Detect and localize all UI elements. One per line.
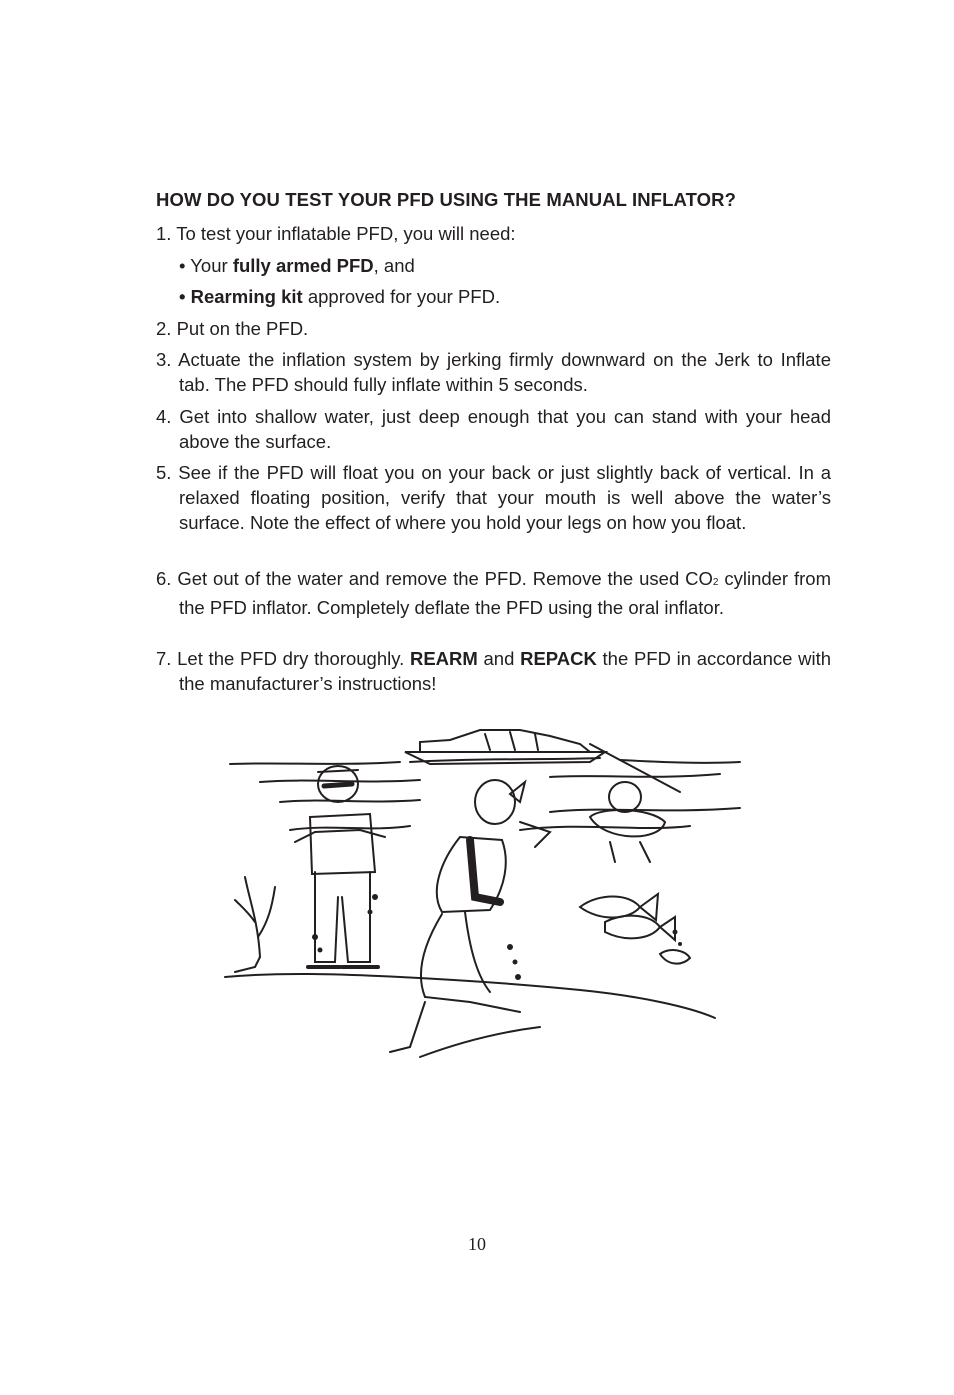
fish-icon bbox=[580, 894, 690, 964]
floating-person-icon bbox=[590, 782, 665, 862]
step-7-rearm: REARM bbox=[409, 648, 478, 669]
bullet-2-bold: • Rearming kit bbox=[179, 286, 303, 307]
bullet-fully-armed bbox=[179, 253, 415, 278]
swimmer-icon bbox=[390, 780, 550, 1057]
bullet-1-bold: fully armed PFD bbox=[232, 255, 374, 276]
step-1: 1. To test your inflatable PFD, you will need: bbox=[156, 223, 516, 244]
bullet-2-suffix: approved for your PFD. bbox=[302, 286, 501, 307]
step-3: 3. Actuate the inflation system by jerking firmly downward on the Jerk to Inflate tab. The PFD should fully inflate within 5 seconds. bbox=[156, 349, 831, 395]
page-number: 10 bbox=[468, 1234, 486, 1254]
step-7-part-b: the PFD in accordance with the manufacturer’s instructions! bbox=[179, 648, 831, 694]
step-2: 2. Put on the PFD. bbox=[156, 318, 309, 339]
step-7 bbox=[156, 646, 831, 696]
step-7-repack: REPACK bbox=[520, 648, 597, 669]
ground-line bbox=[225, 974, 715, 1018]
coral-icon bbox=[235, 877, 275, 972]
section-heading: HOW DO YOU TEST YOUR PFD USING THE MANUAL INFLATOR? bbox=[156, 189, 736, 210]
bullet-1-prefix: • Your bbox=[179, 255, 233, 276]
person-standing-icon bbox=[295, 766, 385, 967]
step-6-part-b: cylinder from the PFD inflator. Completely deflate the PFD using the oral inflator. bbox=[179, 568, 831, 618]
water-lines bbox=[230, 758, 740, 830]
step-4: 4. Get into shallow water, just deep enough that you can stand with your head above the surface. bbox=[156, 406, 831, 452]
step-6-subscript: 2 bbox=[712, 577, 719, 588]
step-7-part-a: 7. Let the PFD dry thoroughly. bbox=[156, 648, 410, 669]
step-6-part-a: 6. Get out of the water and remove the PFD. Remove the used CO bbox=[156, 568, 713, 589]
pfd-test-illustration bbox=[220, 722, 750, 1072]
bullet-1-suffix: , and bbox=[373, 255, 415, 276]
step-5: 5. See if the PFD will float you on your back or just slightly back of vertical. In a relaxed floating position, verify that your mouth is well above the water’s surface. Note the effect of where you hold your legs on how you float. bbox=[156, 462, 831, 533]
step-7-and: and bbox=[477, 648, 521, 669]
step-6 bbox=[156, 566, 831, 620]
bullet-rearming-kit bbox=[179, 284, 500, 309]
